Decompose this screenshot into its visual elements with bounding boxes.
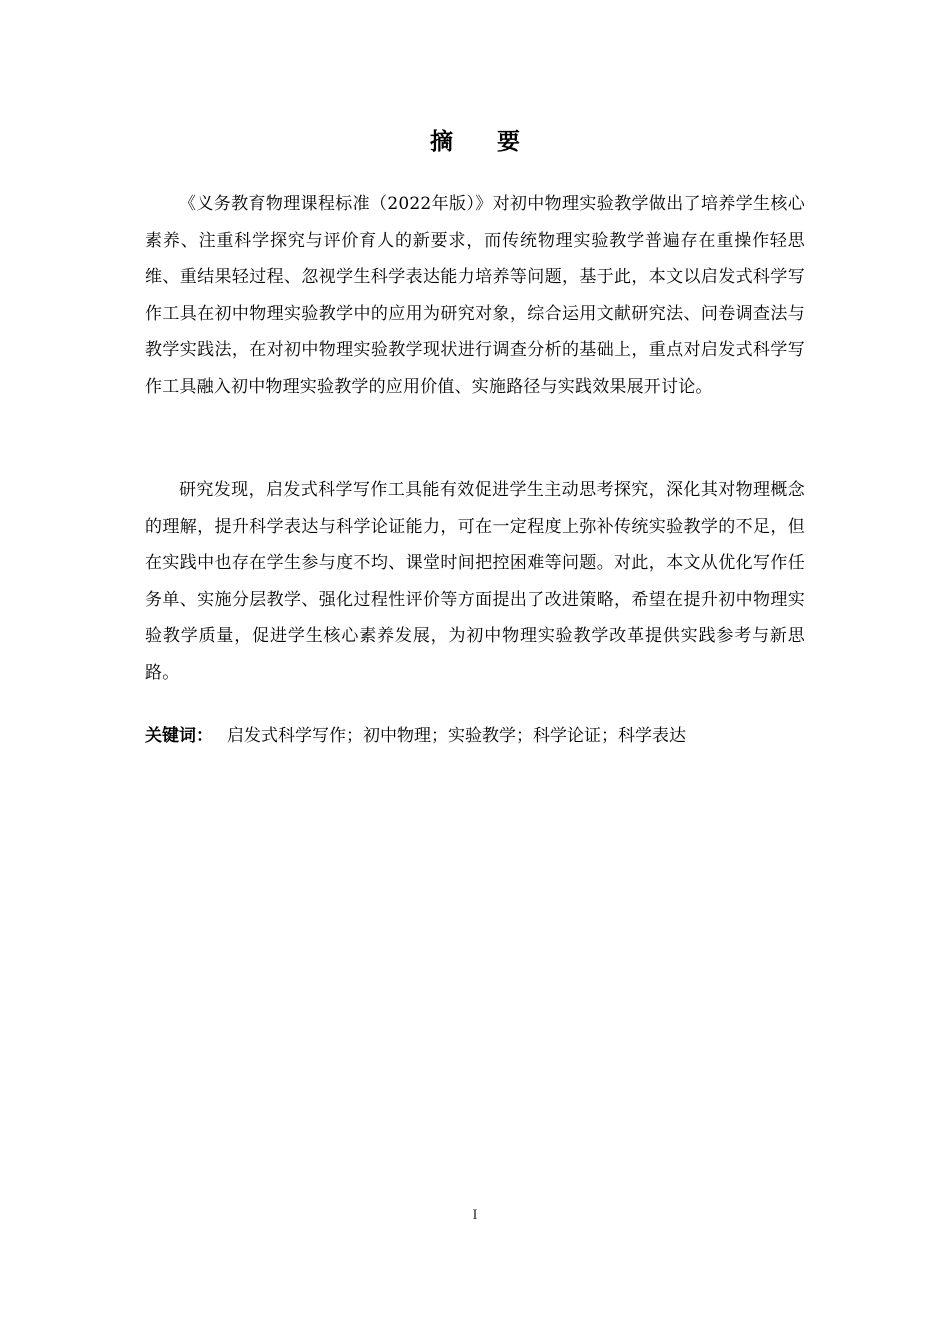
page-number: I: [472, 1207, 478, 1223]
abstract-paragraph-1: 《义务教育物理课程标准（2022年版）》对初中物理实验教学做出了培养学生核心素养、注重科学探究与评价育人的新要求，而传统物理实验教学普遍存在重操作轻思维、重结果轻过程、忽视学生科学表达能力培养等问题，基于此，本文以启发式科学写作工具在初中物理实验教学中的应用为研究对象，综合运用文献研究法、问卷调查法与教学实践法，在对初中物理实验教学现状进行调查分析的基础上，重点对启发式科学写作工具融入初中物理实验教学的应用价值、实施路径与实践效果展开讨论。: [145, 194, 805, 397]
keywords-line: [145, 718, 805, 754]
abstract-paragraph-2: 研究发现，启发式科学写作工具能有效促进学生主动思考探究，深化其对物理概念的理解，提升科学表达与科学论证能力，可在一定程度上弥补传统实验教学的不足，但在实践中也存在学生参与度不均、课堂时间把控困难等问题。对此，本文从优化写作任务单、实施分层教学、强化过程性评价等方面提出了改进策略，希望在提升初中物理实验教学质量，促进学生核心素养发展，为初中物理实验教学改革提供实践参考与新思路。: [145, 480, 805, 683]
keywords-label: 关键词：: [145, 726, 213, 746]
keywords-list: 启发式科学写作；初中物理；实验教学；科学论证；科学表达: [227, 726, 686, 746]
page-title: 摘 要: [429, 129, 538, 155]
